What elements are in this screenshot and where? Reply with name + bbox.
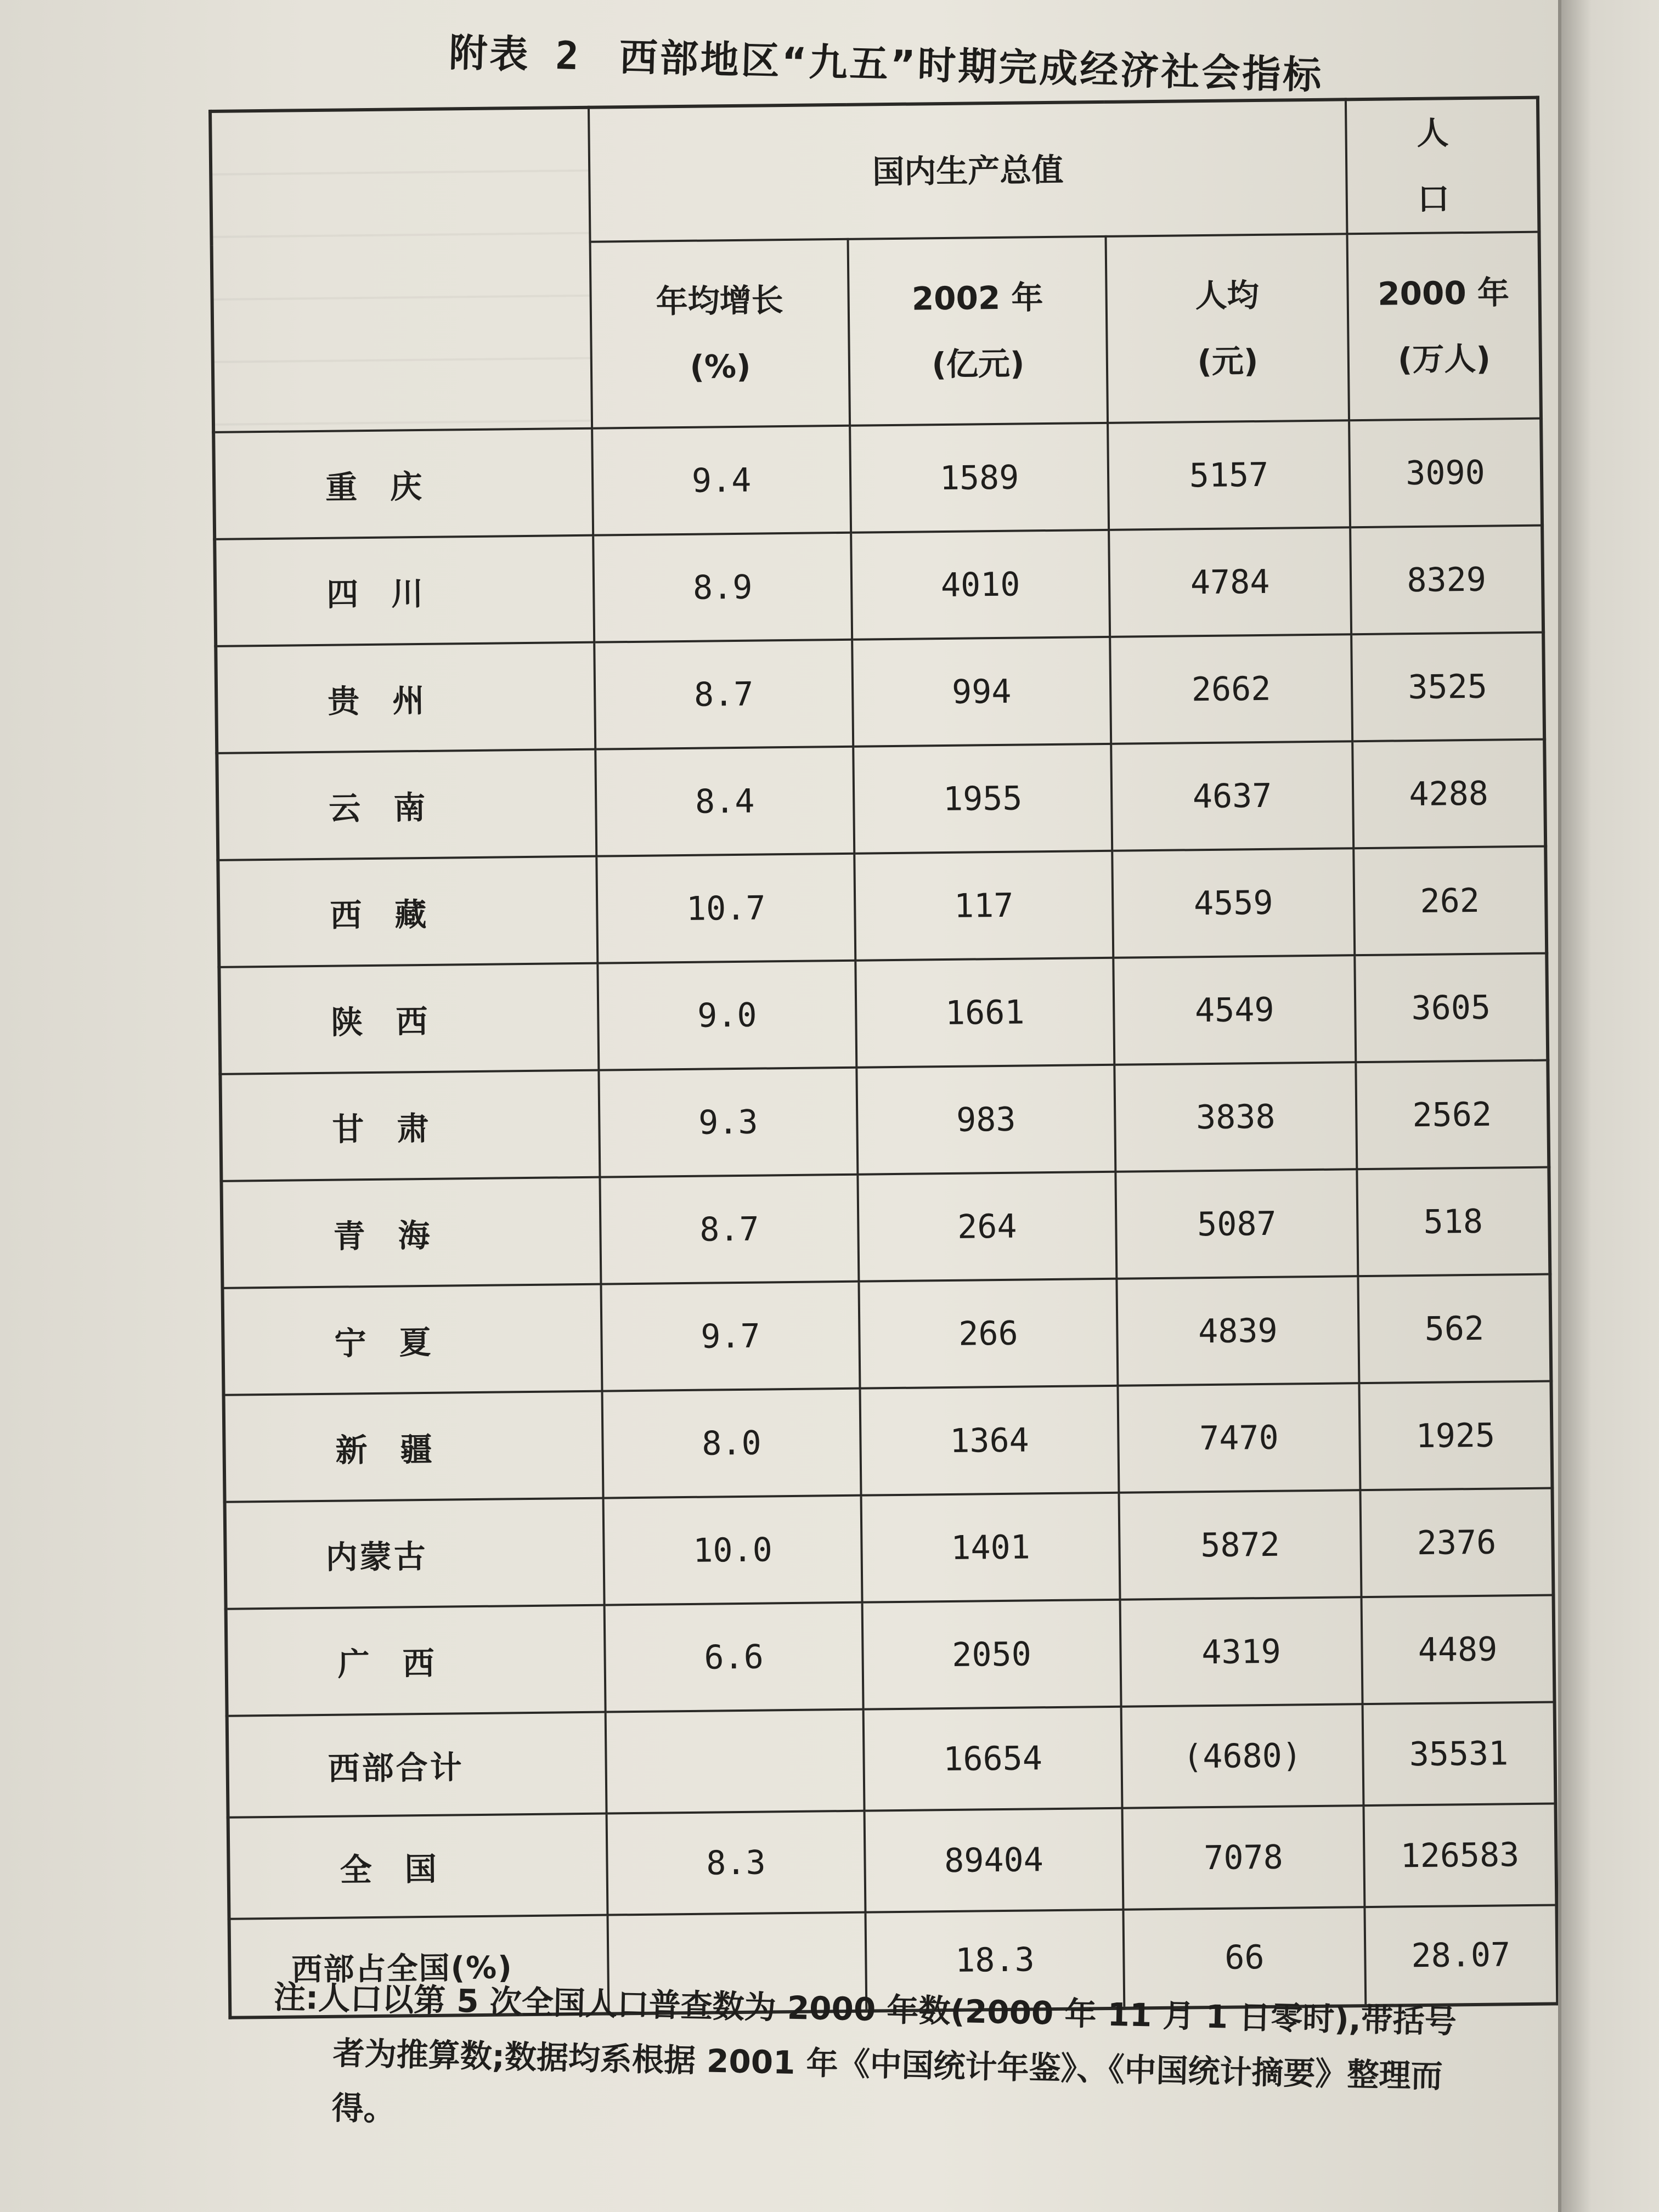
corner-cell xyxy=(210,108,592,432)
note-line-1: 注:人口以第 5 次全国人口普查数为 2000 年数(2000 年 11 月 1 日零时),带括号 xyxy=(273,1978,1457,2041)
row-label: 西部合计 xyxy=(227,1712,607,1818)
cell-pop2000: 35531 xyxy=(1363,1702,1556,1805)
cell-pop2000: 126583 xyxy=(1364,1803,1557,1907)
cell-gdp2002: 1401 xyxy=(861,1493,1120,1602)
cell-gdp2002: 117 xyxy=(854,851,1113,961)
cell-pop2000: 2562 xyxy=(1356,1060,1549,1170)
cell-gdp2002: 18.3 xyxy=(865,1910,1124,2011)
cell-per-capita: 66 xyxy=(1123,1907,1365,2008)
cell-growth: 8.9 xyxy=(593,533,852,642)
cell-growth: 8.0 xyxy=(602,1389,861,1498)
note-line-3: 得。 xyxy=(331,2089,396,2128)
cell-pop2000: 562 xyxy=(1358,1274,1551,1384)
cell-gdp2002: 1955 xyxy=(853,744,1112,854)
row-label: 重庆 xyxy=(213,428,593,539)
col-header-pop2000 xyxy=(1347,232,1542,421)
cell-growth: 6.6 xyxy=(605,1602,864,1712)
cell-growth: 9.4 xyxy=(592,426,851,535)
cell-gdp2002: 983 xyxy=(856,1065,1115,1175)
cell-pop2000: 1925 xyxy=(1359,1381,1552,1490)
col-header-pop2000-line2: (万人) xyxy=(1397,340,1491,379)
cell-growth: 8.4 xyxy=(595,747,854,856)
table-row xyxy=(217,740,1545,860)
col-header-gdp2002-line2: (亿元) xyxy=(932,345,1025,383)
cell-pop2000: 3605 xyxy=(1355,953,1548,1063)
cell-pop2000: 4288 xyxy=(1352,740,1545,849)
table-row xyxy=(215,526,1543,646)
row-label: 青海 xyxy=(221,1177,601,1288)
table-row xyxy=(222,1274,1551,1395)
cell-growth: 9.0 xyxy=(597,961,856,1070)
cell-growth: 10.0 xyxy=(603,1496,862,1605)
cell-growth: 10.7 xyxy=(596,854,855,963)
cell-per-capita: 4839 xyxy=(1116,1276,1359,1386)
cell-pop2000: 2376 xyxy=(1360,1488,1553,1597)
table-note xyxy=(271,1970,1536,2160)
indicator-table xyxy=(208,96,1558,2019)
table-row xyxy=(213,419,1542,539)
col-header-growth xyxy=(590,239,850,428)
table-row xyxy=(218,847,1547,967)
cell-pop2000: 28.07 xyxy=(1364,1905,1558,2006)
row-label: 西藏 xyxy=(218,856,597,967)
table-row xyxy=(224,1381,1553,1502)
cell-per-capita: 7078 xyxy=(1122,1805,1365,1910)
cell-gdp2002: 264 xyxy=(857,1172,1116,1282)
row-label: 贵州 xyxy=(216,642,595,753)
table-row xyxy=(221,1167,1550,1288)
cell-per-capita: 4637 xyxy=(1111,741,1353,851)
table-row xyxy=(216,633,1544,753)
row-label: 西部占全国(%) xyxy=(229,1915,609,2018)
row-label: 四川 xyxy=(215,535,594,646)
cell-growth: 8.3 xyxy=(607,1811,866,1915)
cell-gdp2002: 1661 xyxy=(855,958,1114,1068)
col-header-pop2000-line1: 2000 年 xyxy=(1377,274,1510,313)
cell-per-capita: 4319 xyxy=(1120,1597,1363,1707)
table-body xyxy=(213,419,1558,2018)
table-row xyxy=(220,1060,1549,1181)
row-label: 广西 xyxy=(226,1605,606,1716)
cell-per-capita: (4680) xyxy=(1121,1704,1364,1808)
cell-pop2000: 262 xyxy=(1353,847,1547,956)
cell-per-capita: 2662 xyxy=(1110,634,1352,744)
cell-pop2000: 518 xyxy=(1357,1167,1550,1277)
row-label: 云南 xyxy=(217,749,596,860)
cell-growth: 9.7 xyxy=(601,1282,860,1391)
adjacent-page-edge xyxy=(1558,0,1659,2212)
cell-gdp2002: 266 xyxy=(859,1279,1118,1389)
col-header-growth-line2: (%) xyxy=(690,347,751,386)
table-row xyxy=(219,953,1548,1074)
cell-growth xyxy=(606,1709,865,1814)
cell-gdp2002: 16654 xyxy=(864,1707,1122,1811)
cell-gdp2002: 4010 xyxy=(851,530,1110,640)
cell-per-capita: 4784 xyxy=(1109,527,1351,637)
row-label: 陕西 xyxy=(219,963,599,1074)
cell-per-capita: 4559 xyxy=(1112,848,1355,958)
table-number: 附表 2 xyxy=(448,30,582,79)
cell-gdp2002: 2050 xyxy=(862,1600,1121,1709)
row-label: 内蒙古 xyxy=(225,1498,605,1609)
table-container xyxy=(208,96,1556,2002)
table-row xyxy=(226,1595,1555,1716)
row-label: 全国 xyxy=(228,1814,608,1919)
table-row xyxy=(228,1803,1557,1918)
cell-growth: 8.7 xyxy=(594,640,853,749)
cell-per-capita: 5157 xyxy=(1108,420,1350,530)
note-line-2: 者为推算数;数据均系根据 2001 年《中国统计年鉴》、《中国统计摘要》整理而 xyxy=(332,2034,1443,2095)
cell-per-capita: 3838 xyxy=(1114,1062,1357,1172)
table-title-text: 西部地区“九五”时期完成经济社会指标 xyxy=(618,35,1324,98)
cell-pop2000: 4489 xyxy=(1362,1595,1555,1704)
col-header-per-capita xyxy=(1106,234,1350,423)
gdp-group-header: 国内生产总值 xyxy=(589,99,1347,241)
row-label: 新疆 xyxy=(224,1391,603,1502)
row-label: 宁夏 xyxy=(222,1284,602,1395)
col-header-growth-line1: 年均增长 xyxy=(656,281,784,320)
cell-per-capita: 5872 xyxy=(1119,1490,1361,1600)
cell-per-capita: 4549 xyxy=(1113,955,1356,1065)
col-header-gdp2002-line1: 2002 年 xyxy=(911,279,1043,318)
cell-pop2000: 3525 xyxy=(1351,633,1544,742)
cell-per-capita: 7470 xyxy=(1118,1383,1360,1493)
row-label: 甘肃 xyxy=(220,1070,600,1181)
cell-growth: 9.3 xyxy=(599,1068,857,1177)
cell-pop2000: 3090 xyxy=(1349,419,1542,528)
col-header-per-capita-line2: (元) xyxy=(1197,342,1259,381)
cell-gdp2002: 89404 xyxy=(865,1808,1124,1912)
cell-gdp2002: 994 xyxy=(852,637,1111,747)
table-row xyxy=(225,1488,1554,1609)
col-header-gdp2002 xyxy=(848,236,1108,426)
cell-growth: 8.7 xyxy=(600,1175,859,1284)
cell-pop2000: 8329 xyxy=(1350,526,1543,635)
cell-gdp2002: 1589 xyxy=(850,423,1109,533)
cell-per-capita: 5087 xyxy=(1115,1169,1358,1279)
population-group-header: 人 口 xyxy=(1346,98,1539,234)
table-row xyxy=(227,1702,1556,1817)
cell-gdp2002: 1364 xyxy=(860,1386,1119,1496)
col-header-per-capita-line1: 人均 xyxy=(1195,276,1260,315)
